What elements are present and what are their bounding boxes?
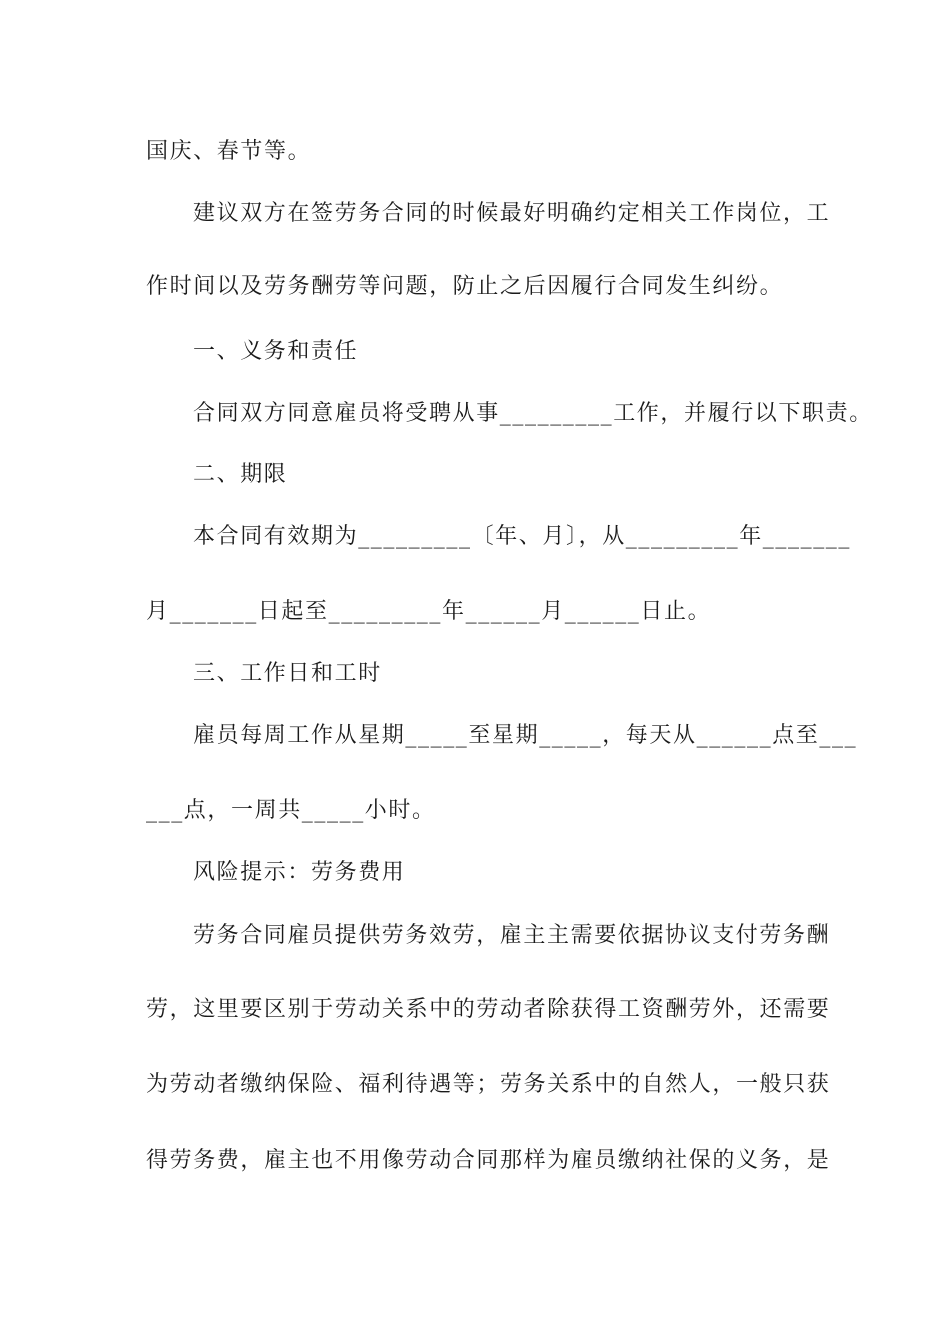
section-heading: 风险提示：劳务费用 [193,860,406,885]
paragraph-line: 劳务合同雇员提供劳务效劳，雇主主需要依据协议支付劳务酬 [193,923,831,948]
paragraph-line: 作时间以及劳务酬劳等问题，防止之后因履行合同发生纠纷。 [146,274,784,299]
paragraph-line: 国庆、春节等。 [146,139,312,164]
paragraph-line: 月_______日起至_________年______月______日止。 [146,599,712,624]
paragraph-line: ___点，一周共_____小时。 [146,798,436,823]
section-heading: 三、工作日和工时 [193,661,382,686]
paragraph-line: 建议双方在签劳务合同的时候最好明确约定相关工作岗位，工 [193,201,831,226]
paragraph-line: 劳，这里要区别于劳动关系中的劳动者除获得工资酬劳外，还需要 [146,997,831,1022]
paragraph-line: 本合同有效期为_________〔年、月〕，从_________年_______ [193,524,852,549]
section-heading: 二、期限 [193,462,288,487]
paragraph-line: 雇员每周工作从星期_____至星期_____，每天从______点至___ [193,723,858,748]
section-heading: 一、义务和责任 [193,339,359,364]
paragraph-line: 得劳务费，雇主也不用像劳动合同那样为雇员缴纳社保的义务，是 [146,1148,831,1173]
paragraph-line: 合同双方同意雇员将受聘从事_________工作，并履行以下职责。 [193,401,873,426]
paragraph-line: 为劳动者缴纳保险、福利待遇等；劳务关系中的自然人，一般只获 [146,1072,831,1097]
